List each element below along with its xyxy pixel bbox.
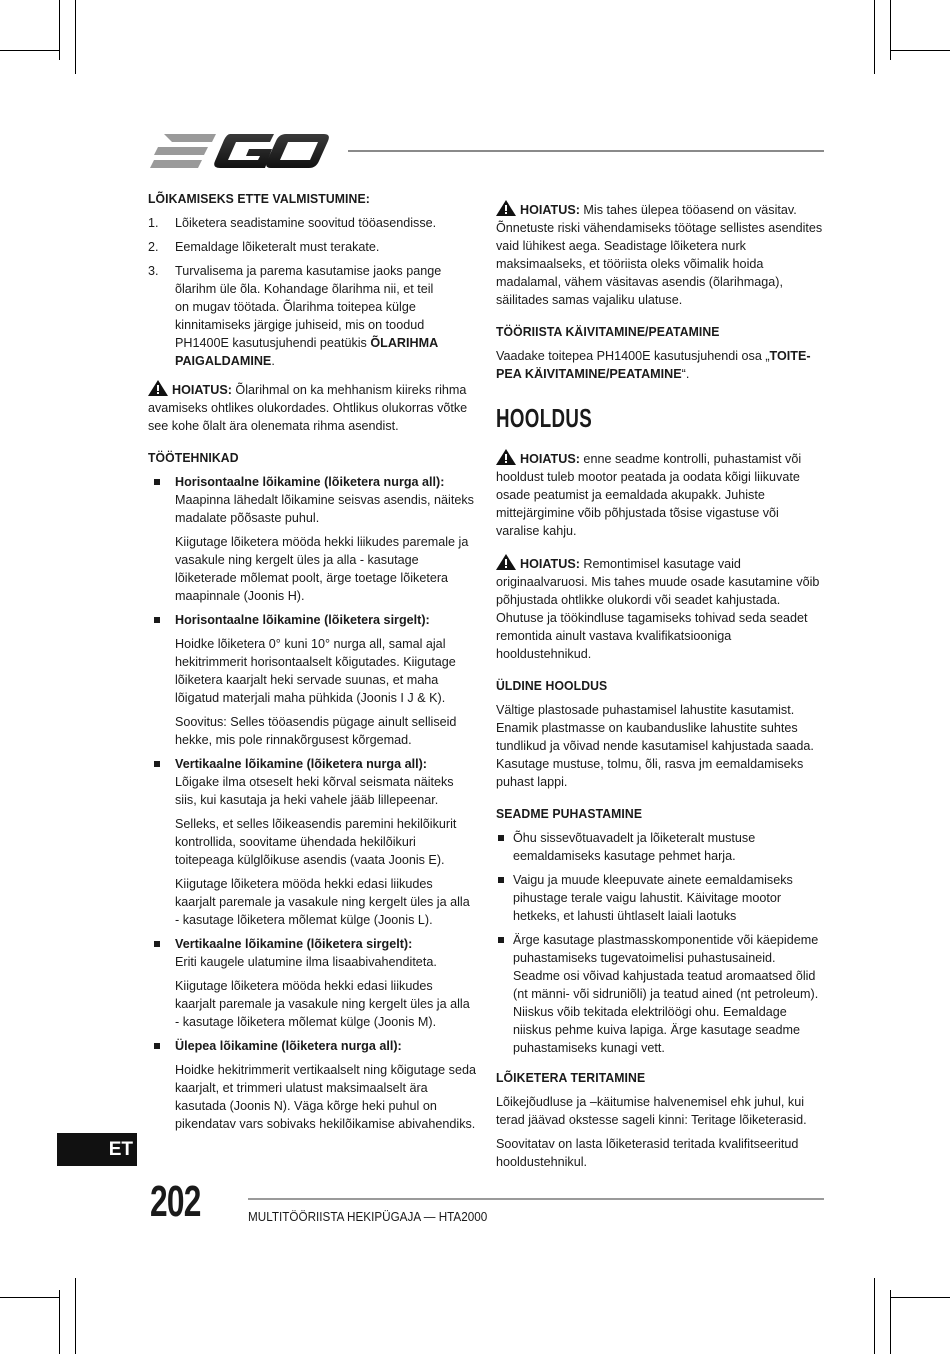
cleaning-heading: SEADME PUHASTAMINE: [496, 806, 643, 821]
language-tab: ET: [57, 1133, 137, 1166]
warning-icon: [496, 200, 516, 216]
bullet-subtext: Soovitus: Selles tööasendis pügage ainult selliseid hekke, mis pole rinnakõrgusest kõrgemad.: [175, 715, 457, 747]
bullet-title: Horisontaalne lõikamine (lõiketera nurga all):: [175, 475, 445, 489]
warning-icon: [496, 449, 516, 465]
prep-steps: [148, 214, 476, 370]
crop-mark: [0, 1297, 60, 1298]
warning-paragraph: [496, 449, 824, 540]
bullet-text: Lõigake ilma otseselt heki kõrval seismata näiteks siis, kui kasutaja ja heki vahele jääb lillepeenar.: [175, 775, 454, 807]
page-number: 202: [150, 1177, 201, 1226]
step-text-line: kinnitamiseks järgige juhiseid, mis on toodud: [175, 318, 425, 332]
bullet-square-icon: [498, 877, 504, 883]
bullet-subtext: Hoidke lõiketera 0° kuni 10° nurga all, samal ajal hekitrimmerit horisontaalselt kõigutades. Kiigutage lõiketera kaarjalt heki servade suunas, et maha lõigatud materjali maha pühkida (Joonis I J & K).: [175, 637, 456, 705]
step-number: 1.: [148, 216, 159, 230]
list-item: [496, 931, 824, 1057]
step-text-line: Turvalisema ja parema kasutamise jaoks pange: [175, 264, 442, 278]
document-title: MULTITÖÖRIISTA HEKIPÜGAJA — HTA2000: [248, 1209, 488, 1224]
list-item-text: Ärge kasutage plastmasskomponentide või käepideme puhastamiseks tugevatoimelisi puhastusaineid. Seadme osi võivad kahjustada teatud aromaatsed õlid (nt männi- või sidruniõli) ja teatud ained (nt petroleum). Niiskus võib tekitada elektrilöögi ohu. Eemaldage niiskus pehme kuiva lapiga. Ärge kasutage seadme puhastamiseks kunagi vett.: [513, 933, 819, 1055]
right-column: [496, 200, 824, 1177]
step-bold: ÕLARIHMA PAIGALDAMINE: [175, 336, 438, 368]
step-number: 3.: [148, 264, 159, 278]
crop-mark: [75, 0, 76, 74]
bullet-square-icon: [498, 835, 504, 841]
bullet-subtext: Hoidke hekitrimmerit vertikaalselt ning kõigutage seda kaarjalt, et trimmeri ulatust maksimaalselt ära kasutada (Joonis N). Väga kõrge heki puhul on pikendatav vars sobivaks hekilõikamise abivahendiks.: [175, 1063, 476, 1131]
start-stop-heading: TÖÖRIISTA KÄIVITAMINE/PEATAMINE: [496, 324, 720, 339]
step-text-line: PH1400E kasutusjuhendi peatükis: [175, 336, 371, 350]
step-text: Lõiketera seadistamine soovitud tööasendisse.: [175, 216, 437, 230]
bullet-square-icon: [498, 937, 504, 943]
bullet-text: Eriti kaugele ulatumine ilma lisaabivahenditeta.: [175, 955, 437, 969]
warning-icon: [148, 380, 168, 396]
warning-text: enne seadme kontrolli, puhastamist või hooldust tuleb mootor peatada ja oodata kõigi liikuvate osade peatumist ja eemaldada akupakk. Juhiste mittejärgimine võib põhjustada tõsise vigastuse või varalise kahju.: [496, 452, 802, 538]
crop-mark: [0, 50, 60, 51]
start-text: Vaadake toitepea PH1400E kasutusjuhendi osa „: [496, 349, 770, 363]
bullet-square-icon: [154, 479, 160, 485]
bullet-item: [148, 935, 476, 971]
step-text: Eemaldage lõiketeralt must terakate.: [175, 240, 380, 254]
crop-mark: [890, 50, 950, 51]
left-column: [148, 190, 476, 1139]
warning-label: HOIATUS:: [520, 203, 580, 217]
sharpening-text: Soovitatav on lasta lõiketerasid teritada kvalifitseeritud hooldustehnikul.: [496, 1137, 799, 1169]
warning-paragraph: [496, 554, 824, 663]
warning-paragraph: [496, 200, 824, 309]
bullet-subtext: Selleks, et selles lõikeasendis paremini hekilõikurit kontrollida, soovitame ühendada hekilõikuri toitepeaga külglõikuse asendis (vaata Joonis E).: [175, 817, 457, 867]
list-item: [148, 214, 476, 232]
crop-mark: [890, 1290, 891, 1354]
warning-text: Remontimisel kasutage vaid originaalvaruosi. Mis tahes muude osade kasutamine võib põhjustada ohtlikke olukordi või seadet kahjustada. Ohutuse ja töökindluse tagamiseks tohivad seda seadet remontida ainult vastava kvalifikatsiooniga hooldustehnikud.: [496, 557, 820, 661]
crop-mark: [874, 1278, 875, 1354]
ego-logo: [150, 130, 330, 172]
bullet-item: [148, 473, 476, 527]
step-number: 2.: [148, 240, 159, 254]
crop-mark: [59, 1290, 60, 1354]
warning-icon: [496, 554, 516, 570]
start-end: “.: [681, 367, 690, 381]
bullet-title: Vertikaalne lõikamine (lõiketera sirgelt):: [175, 937, 413, 951]
bullet-text: Maapinna lähedalt lõikamine seisvas asendis, näiteks madalate põõsaste puhul.: [175, 493, 474, 525]
list-item-text: Õhu sissevõtuavadelt ja lõiketeralt mustuse eemaldamiseks kasutage pehmet harja.: [513, 831, 756, 863]
bullet-square-icon: [154, 1043, 160, 1049]
section-title-hooldus: HOOLDUS: [496, 403, 593, 433]
bullet-subtext: Kiigutage lõiketera mööda hekki edasi liikudes kaarjalt paremale ja vasakule ning kergelt üles ja alla - kasutage lõiketera mõlemat külge (Joonis M).: [175, 979, 470, 1029]
step-text-line: õlarihm üle õla. Kohandage õlarihma nii, et teil: [175, 282, 434, 296]
warning-label: HOIATUS:: [520, 557, 580, 571]
list-item: [148, 262, 476, 370]
general-maintenance-text: Vältige plastosade puhastamisel lahustite kasutamist. Enamik plastmasse on kaubanduslike lahustite suhtes tundlikud ja võivad nende kasutamisel kahjustada saada. Kasutage mustuse, tolmu, õli, rasva jm eemaldamiseks puhast lappi.: [496, 703, 814, 789]
crop-mark: [75, 1278, 76, 1354]
crop-mark: [874, 0, 875, 74]
crop-mark: [59, 0, 60, 60]
bullet-square-icon: [154, 941, 160, 947]
crop-mark: [890, 0, 891, 60]
sharpening-text: Lõikejõudluse ja –käitumise halvenemisel ehk juhul, kui terad jäävad okstesse sageli kinni: Teritage lõiketerasid.: [496, 1095, 807, 1127]
prep-heading: LÕIKAMISEKS ETTE VALMISTUMINE:: [148, 191, 370, 206]
bullet-subtext: Kiigutage lõiketera mööda hekki liikudes paremale ja vasakule ning kergelt üles ja alla - kasutage lõiketerade mõlemat poolt, ärge toetage lõiketera maapinnale (Joonis H).: [175, 535, 469, 603]
warning-text: Mis tahes ülepea tööasend on väsitav. Õnnetuste riski vähendamiseks töötage sellistes asendites vaid lühikest aega. Seadistage lõiketera nurk maksimaalseks, et tööriista oleks võimalik hoida madalamal, vähem väsitavas asendis (õlarihmaga), säilitades samas vajaliku ulatuse.: [496, 203, 823, 307]
crop-mark: [890, 1297, 950, 1298]
start-bold: TOITE-PEA KÄIVITAMINE/PEATAMINE: [496, 349, 811, 381]
bullet-title: Vertikaalne lõikamine (lõiketera nurga all):: [175, 757, 427, 771]
bullet-title: Horisontaalne lõikamine (lõiketera sirgelt):: [175, 613, 430, 627]
list-item: [496, 871, 824, 925]
bullet-square-icon: [154, 617, 160, 623]
list-item: [496, 829, 824, 865]
list-item-text: Vaigu ja muude kleepuvate ainete eemaldamiseks pihustage terale vaigu lahustit. Käivitage mootor hetkeks, et lahusti ühtlaselt laiali laotuks: [513, 873, 793, 923]
bullet-subtext: Kiigutage lõiketera mööda hekki edasi liikudes kaarjalt paremale ja vasakule ning kergelt üles ja alla - kasutage lõiketera mõlemat külge (Joonis L).: [175, 877, 470, 927]
general-maintenance-heading: ÜLDINE HOOLDUS: [496, 678, 608, 693]
bullet-square-icon: [154, 761, 160, 767]
warning-paragraph: [148, 380, 476, 435]
bullet-item: [148, 1037, 476, 1055]
bullet-item: [148, 611, 476, 629]
step-end: .: [271, 354, 275, 368]
footer-rule: [248, 1198, 824, 1200]
list-item: [148, 238, 476, 256]
start-stop-text: [496, 347, 824, 383]
bullet-title: Ülepea lõikamine (lõiketera nurga all):: [175, 1039, 402, 1053]
bullet-item: [148, 755, 476, 809]
warning-label: HOIATUS:: [172, 383, 232, 397]
warning-label: HOIATUS:: [520, 452, 580, 466]
warning-text: Õlarihmal on ka mehhanism kiireks rihma avamiseks ohtlikes olukordades. Ohtlikus olukorras võtke see kohe õlalt ära olenemata rihma asendist.: [148, 383, 468, 433]
step-text-line: on mugav töötada. Õlarihma toitepea külge: [175, 300, 416, 314]
technique-heading: TÖÖTEHNIKAD: [148, 450, 239, 465]
sharpening-heading: LÕIKETERA TERITAMINE: [496, 1070, 646, 1085]
header-rule: [348, 150, 824, 152]
